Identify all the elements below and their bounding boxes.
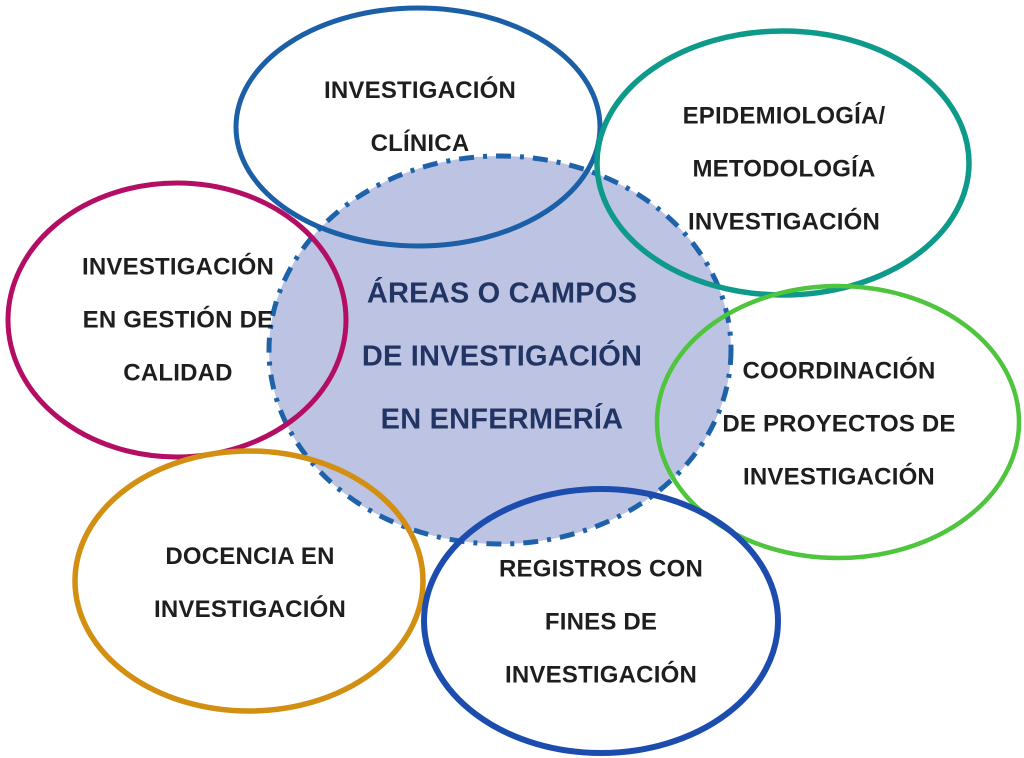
- label-line: INVESTIGACIÓN: [324, 77, 516, 104]
- label-line: EPIDEMIOLOGÍA/: [682, 102, 886, 130]
- label-line: CLÍNICA: [370, 130, 470, 157]
- label-line: CALIDAD: [123, 359, 233, 387]
- label-line: DE INVESTIGACIÓN: [361, 340, 643, 373]
- label-registros-fines: [499, 543, 703, 702]
- label-line: INVESTIGACIÓN: [154, 596, 346, 623]
- label-coordinacion-proyectos: [722, 345, 955, 504]
- label-investigacion-gestion-calidad: [82, 241, 274, 400]
- label-line: EN ENFERMERÍA: [380, 403, 624, 436]
- label-line: ÁREAS O CAMPOS: [366, 277, 638, 310]
- label-center-areas-campos: [362, 263, 642, 452]
- label-line: INVESTIGACIÓN: [688, 208, 880, 236]
- label-line: FINES DE: [544, 608, 658, 636]
- label-line: COORDINACIÓN: [742, 357, 936, 385]
- label-line: DE PROYECTOS DE: [722, 410, 956, 438]
- label-investigacion-clinica: [324, 64, 516, 170]
- label-line: EN GESTIÓN DE: [82, 306, 274, 334]
- label-line: INVESTIGACIÓN: [743, 463, 935, 491]
- label-line: METODOLOGÍA: [692, 155, 876, 183]
- label-line: REGISTROS CON: [499, 555, 703, 583]
- label-line: INVESTIGACIÓN: [505, 661, 697, 689]
- label-docencia-investigacion: [154, 530, 346, 636]
- label-line: INVESTIGACIÓN: [82, 253, 274, 281]
- label-epidemiologia-metodologia: [683, 90, 886, 249]
- label-line: DOCENCIA EN: [165, 543, 335, 570]
